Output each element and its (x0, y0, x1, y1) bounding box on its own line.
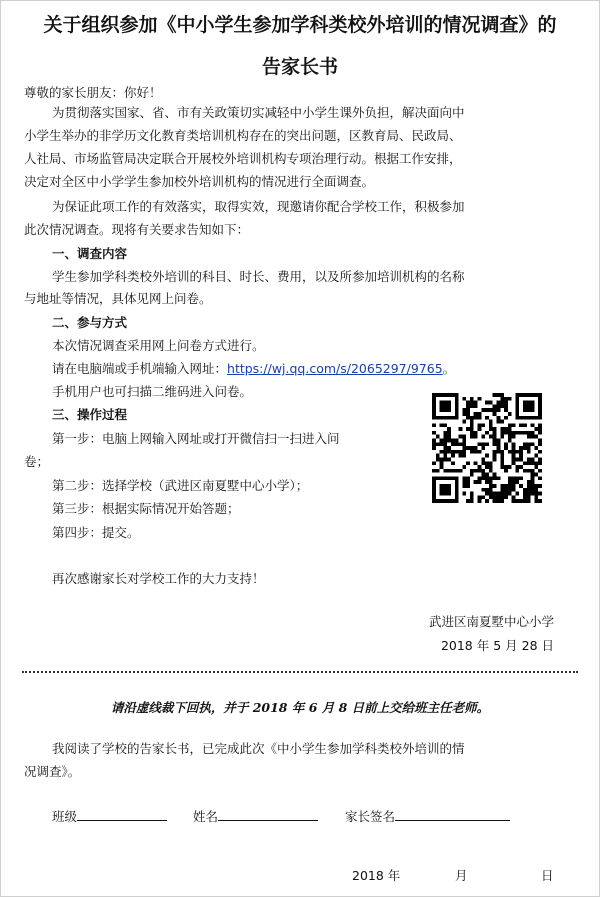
sign-day: 日 (541, 868, 554, 883)
greeting: 尊敬的家长朋友：你好！ (24, 85, 162, 100)
step1-line: 第一步：电脑上网输入网址或打开微信扫一扫进入问 (52, 431, 340, 446)
school-signature: 武进区南夏墅中心小学 (428, 614, 554, 629)
section2-heading: 二、参与方式 (52, 315, 128, 330)
name-label: 姓名 (193, 809, 219, 824)
name-field (193, 806, 318, 826)
class-field (52, 806, 167, 826)
class-label: 班级 (52, 809, 78, 824)
step4-line: 第四步：提交。 (52, 525, 140, 540)
url-prefix: 请在电脑端或手机端输入网址： (52, 361, 228, 376)
para1-line: 小学生举办的非学历文化教育类培训机构存在的突出问题，区教育局、民政局、 (24, 128, 462, 143)
para1-line: 为贯彻落实国家、省、市有关政策切实减轻中小学生课外负担，解决面向中 (52, 105, 465, 120)
signature-field (345, 806, 510, 826)
section2-url-line (52, 360, 455, 378)
url-suffix: 。 (442, 361, 456, 376)
section2-line: 本次情况调查采用网上问卷方式进行。 (52, 338, 265, 353)
receipt-line: 我阅读了学校的告家长书，已完成此次《中小学生参加学科类校外培训的情 (52, 741, 465, 756)
section3-heading: 三、操作过程 (52, 407, 128, 422)
section1-body-line: 与地址等情况，具体见网上问卷。 (24, 291, 212, 306)
signature-label: 家长签名 (345, 809, 396, 824)
sign-month: 月 (455, 868, 468, 883)
survey-url-link[interactable]: https://wj.qq.com/s/2065297/9765 (227, 361, 443, 376)
step2-line: 第二步：选择学校（武进区南夏墅中心小学）； (52, 478, 309, 493)
para2-line: 为保证此项工作的有效落实，取得实效，现邀请你配合学校工作，积极参加 (52, 199, 465, 214)
cut-dashed-line (22, 671, 578, 673)
receipt-notice: 请沿虚线裁下回执，并于 2018 年 6 月 8 日前上交给班主任老师。 (110, 700, 490, 715)
document-title-line1: 关于组织参加《中小学生参加学科类校外培训的情况调查》的 (43, 14, 557, 36)
section1-body-line: 学生参加学科类校外培训的科目、时长、费用，以及所参加培训机构的名称 (52, 269, 465, 284)
para2-line: 此次情况调查。现将有关要求告知如下： (24, 222, 250, 237)
para1-line: 人社局、市场监管局决定联合开展校外培训机构专项治理行动。根据工作安排， (24, 151, 462, 166)
class-blank[interactable] (77, 806, 167, 821)
para1-line: 决定对全区中小学学生参加校外培训机构的情况进行全面调查。 (24, 174, 375, 189)
step3-line: 第三步：根据实际情况开始答题； (52, 501, 240, 516)
section1-heading: 一、调查内容 (52, 246, 128, 261)
thanks-line: 再次感谢家长对学校工作的大力支持！ (52, 571, 265, 586)
step1-line: 卷； (24, 454, 50, 469)
document-title-line2: 告家长书 (261, 56, 338, 78)
sign-year: 2018 年 (352, 868, 401, 883)
section2-line: 手机用户也可扫描二维码进入问卷。 (52, 384, 253, 399)
name-blank[interactable] (218, 806, 318, 821)
receipt-line: 况调查》。 (24, 764, 81, 779)
qr-code-icon (432, 393, 542, 503)
signature-blank[interactable] (395, 806, 510, 821)
issue-date: 2018 年 5 月 28 日 (440, 638, 554, 653)
